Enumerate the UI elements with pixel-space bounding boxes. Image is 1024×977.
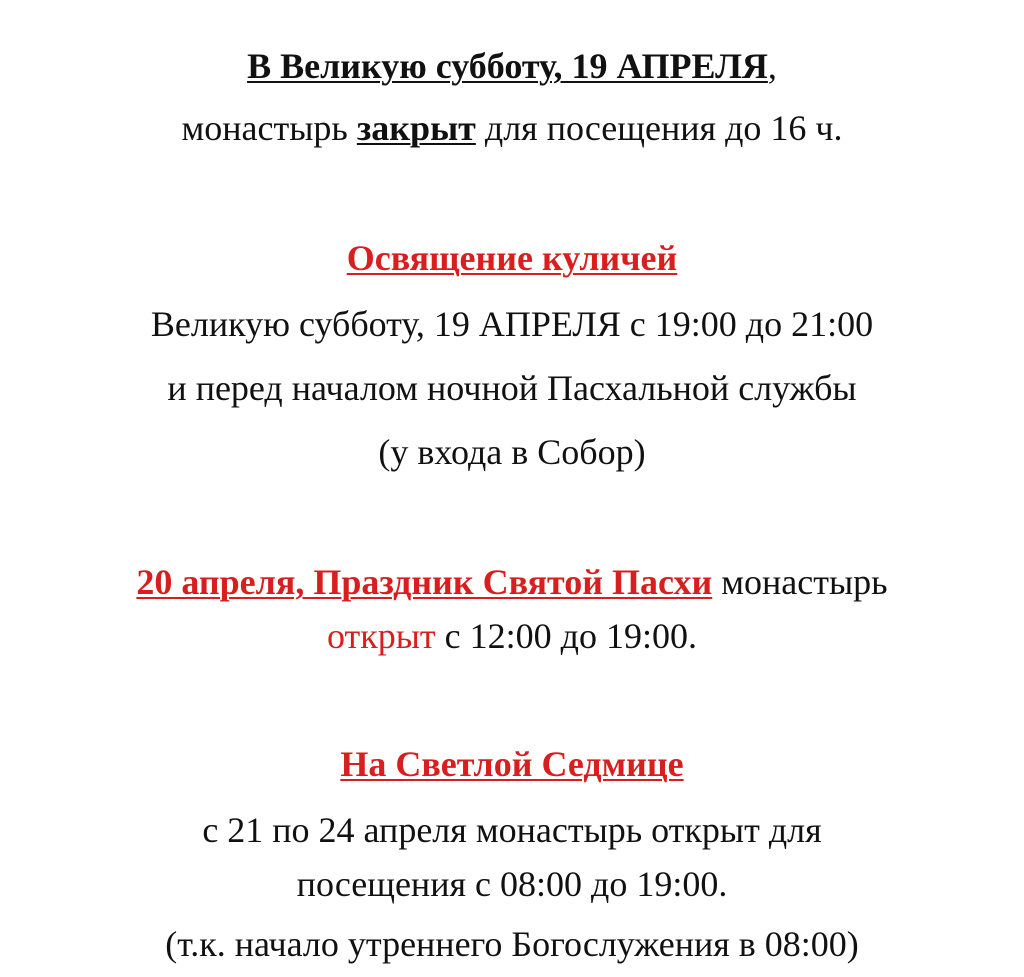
bright-week-heading-line (0, 742, 1024, 786)
bright-week-service-note-line: (т.к. начало утреннего Богослужения в 08:00) (165, 924, 859, 964)
kulich-blessing-heading-line (0, 236, 1024, 280)
easter-day-heading: 20 апреля, Праздник Святой Пасхи (136, 562, 713, 602)
kulich-blessing-location-line: (у входа в Собор) (378, 432, 646, 472)
kulich-blessing-time-line: Великую субботу, 19 АПРЕЛЯ с 19:00 до 21:00 (150, 304, 874, 344)
easter-day-heading-line (0, 560, 1024, 604)
holy-saturday-heading-comma: , (767, 46, 777, 86)
bright-week-dates-line: с 21 по 24 апреля монастырь открыт для (202, 810, 822, 850)
easter-open-hours: с 12:00 до 19:00. (435, 616, 697, 656)
open-word: открыт (327, 616, 436, 656)
easter-monastery-word: монастырь (712, 562, 888, 602)
holy-saturday-heading-line (0, 44, 1024, 88)
closed-until-text: для посещения до 16 ч. (475, 108, 843, 148)
easter-open-hours-line (0, 614, 1024, 658)
monastery-word: монастырь (181, 108, 357, 148)
bright-week-heading: На Светлой Седмице (340, 744, 684, 784)
kulich-blessing-before-service-line: и перед началом ночной Пасхальной службы (167, 368, 857, 408)
bright-week-hours-line: посещения с 08:00 до 19:00. (296, 864, 728, 904)
holy-saturday-heading: В Великую субботу, 19 АПРЕЛЯ (247, 46, 768, 86)
kulich-blessing-heading: Освящение куличей (346, 238, 678, 278)
monastery-closed-line (0, 106, 1024, 150)
closed-word: закрыт (356, 108, 476, 148)
